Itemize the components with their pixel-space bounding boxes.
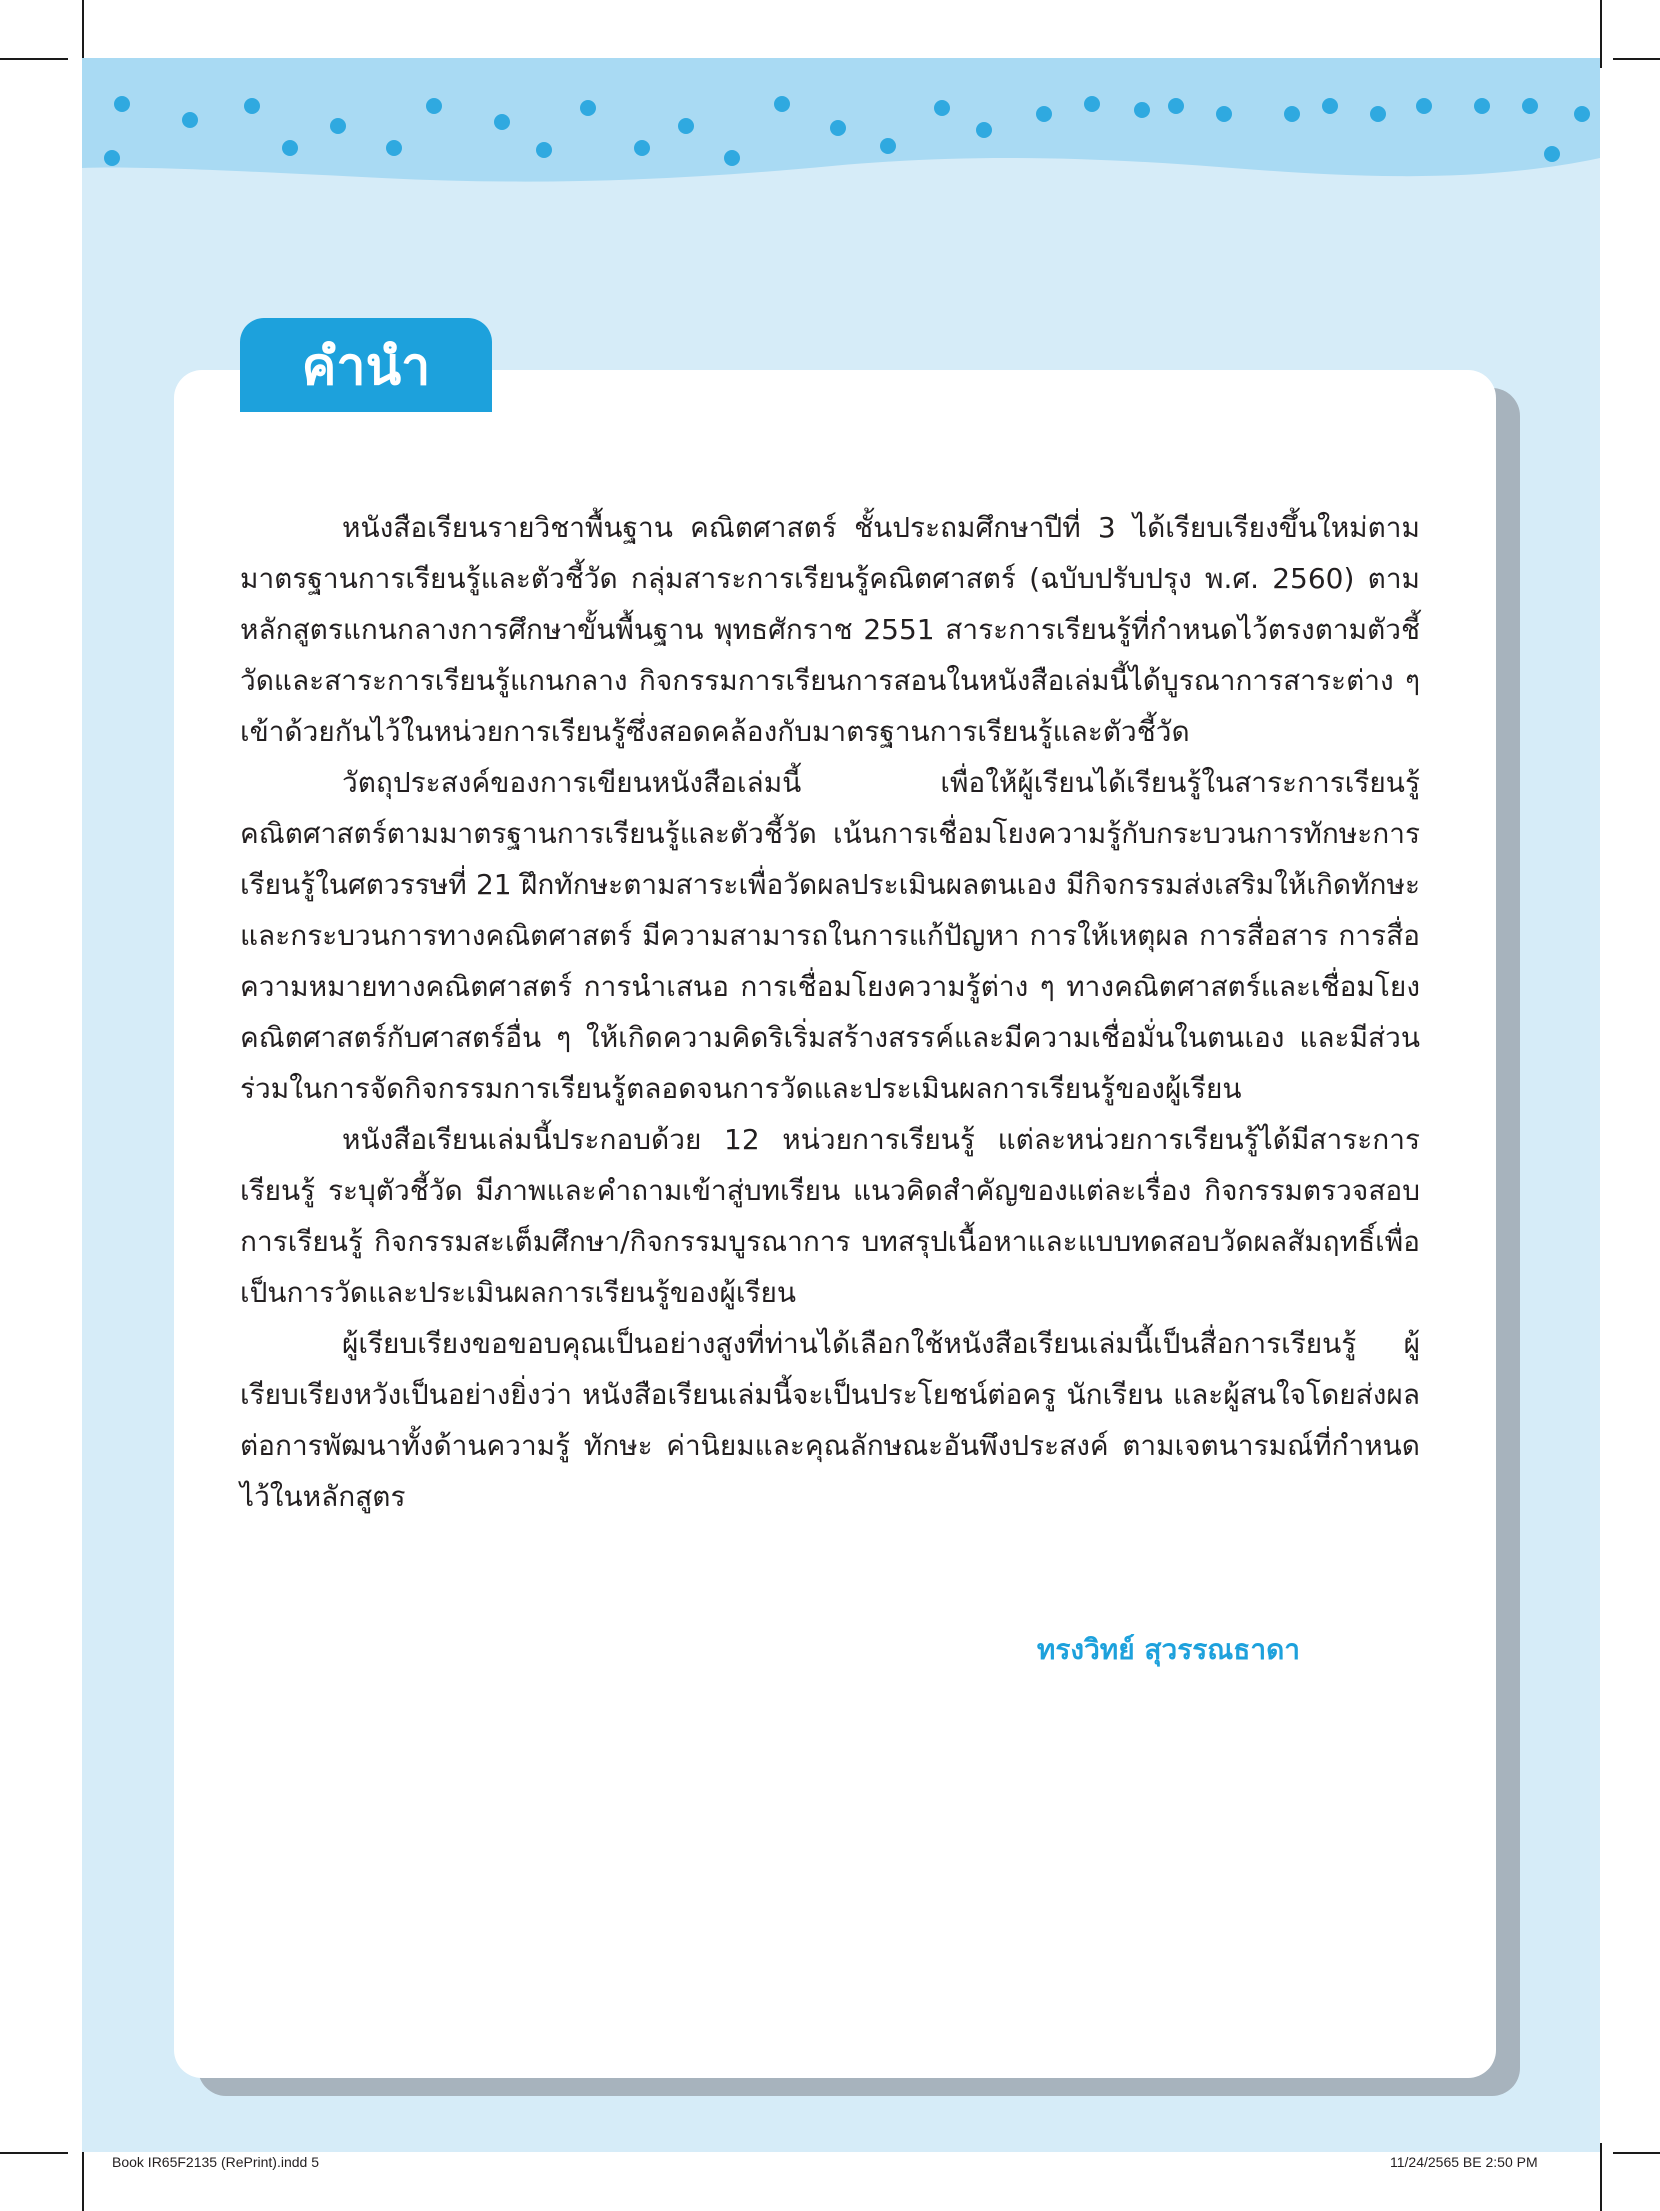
crop-mark xyxy=(0,58,68,60)
print-slug-timestamp: 11/24/2565 BE 2:50 PM xyxy=(1390,2154,1538,2170)
crop-mark xyxy=(82,2143,84,2211)
print-slug-file: Book IR65F2135 (RePrint).indd 5 xyxy=(112,2154,319,2170)
paragraph: วัตถุประสงค์ของการเขียนหนังสือเล่มนี้ เพื่อให้ผู้เรียนได้เรียนรู้ในสาระการเรียนรู้คณิตศาสตร์ตามมาตรฐานการเรียนรู้และตัวชี้วัด เน้นการเชื่อมโยงความรู้กับกระบวนการทักษะการเรียนรู้ในศตวรรษที่ 21 ฝึกทักษะตามสาระเพื่อวัดผลประเมินผลตนเอง มีกิจกรรมส่งเสริมให้เกิดทักษะและกระบวนการทางคณิตศาสตร์ มีความสามารถในการแก้ปัญหา การให้เหตุผล การสื่อสาร การสื่อความหมายทางคณิตศาสตร์ การนำเสนอ การเชื่อมโยงความรู้ต่าง ๆ ทางคณิตศาสตร์และเชื่อมโยงคณิตศาสตร์กับศาสตร์อื่น ๆ ให้เกิดความคิดริเริ่มสร้างสรรค์และมีความเชื่อมั่นในตนเอง และมีส่วนร่วมในการจัดกิจกรรมการเรียนรู้ตลอดจนการวัดและประเมินผลการเรียนรู้ของผู้เรียน xyxy=(240,766,1420,1105)
paragraph: หนังสือเรียนเล่มนี้ประกอบด้วย 12 หน่วยการเรียนรู้ แต่ละหน่วยการเรียนรู้ได้มีสาระการเรียนรู้ ระบุตัวชี้วัด มีภาพและคำถามเข้าสู่บทเรียน แนวคิดสำคัญของแต่ละเรื่อง กิจกรรมตรวจสอบการเรียนรู้ กิจกรรมสะเต็มศึกษา/กิจกรรมบูรณาการ บทสรุปเนื้อหาและแบบทดสอบวัดผลสัมฤทธิ์เพื่อเป็นการวัดและประเมินผลการเรียนรู้ของผู้เรียน xyxy=(240,1123,1420,1309)
crop-mark xyxy=(1600,0,1602,68)
crop-mark xyxy=(1613,58,1660,60)
author-signature: ทรงวิทย์ สุวรรณธาดา xyxy=(1036,1633,1300,1666)
body-text xyxy=(240,502,1420,1522)
crop-mark xyxy=(0,2152,68,2154)
dotted-wave-band xyxy=(82,58,1600,198)
crop-mark xyxy=(1613,2152,1660,2154)
page-title: คำนำ xyxy=(240,318,492,412)
paragraph: ผู้เรียบเรียงขอขอบคุณเป็นอย่างสูงที่ท่านได้เลือกใช้หนังสือเรียนเล่มนี้เป็นสื่อการเรียนรู้ ผู้เรียบเรียงหวังเป็นอย่างยิ่งว่า หนังสือเรียนเล่มนี้จะเป็นประโยชน์ต่อครู นักเรียน และผู้สนใจโดยส่งผลต่อการพัฒนาทั้งด้านความรู้ ทักษะ ค่านิยมและคุณลักษณะอันพึงประสงค์ ตามเจตนารมณ์ที่กำหนดไว้ในหลักสูตร xyxy=(240,1327,1420,1513)
paragraph: หนังสือเรียนรายวิชาพื้นฐาน คณิตศาสตร์ ชั้นประถมศึกษาปีที่ 3 ได้เรียบเรียงขึ้นใหม่ตามมาตรฐานการเรียนรู้และตัวชี้วัด กลุ่มสาระการเรียนรู้คณิตศาสตร์ (ฉบับปรับปรุง พ.ศ. 2560) ตามหลักสูตรแกนกลางการศึกษาขั้นพื้นฐาน พุทธศักราช 2551 สาระการเรียนรู้ที่กำหนดไว้ตรงตามตัวชี้วัดและสาระการเรียนรู้แกนกลาง กิจกรรมการเรียนการสอนในหนังสือเล่มนี้ได้บูรณาการสาระต่าง ๆ เข้าด้วยกันไว้ในหน่วยการเรียนรู้ซึ่งสอดคล้องกับมาตรฐานการเรียนรู้และตัวชี้วัด xyxy=(240,511,1420,748)
crop-mark xyxy=(1600,2143,1602,2211)
